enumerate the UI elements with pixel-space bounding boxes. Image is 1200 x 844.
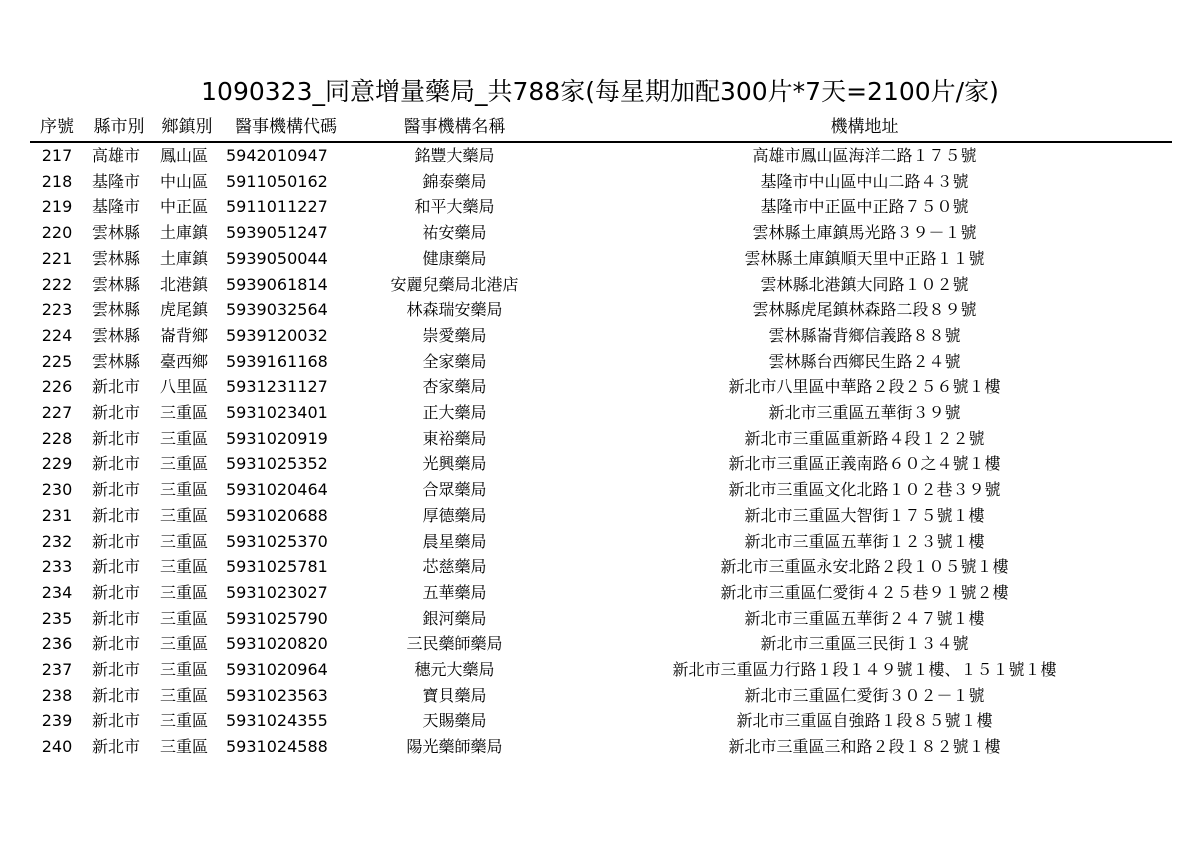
- cell-town: 三重區: [160, 531, 209, 551]
- cell-town: 三重區: [160, 608, 209, 628]
- cell-county: 新北市: [92, 428, 141, 448]
- cell-name: 安麗兒藥局北港店: [390, 274, 519, 294]
- cell-address: 基隆市中正區中正路７５０號: [760, 197, 969, 217]
- cell-no: 230: [41, 480, 73, 500]
- cell-name: 祐安藥局: [422, 223, 487, 243]
- cell-code: 5931020820: [226, 634, 328, 654]
- cell-town: 三重區: [160, 428, 209, 448]
- cell-name: 和平大藥局: [414, 197, 495, 217]
- cell-county: 新北市: [92, 608, 141, 628]
- page-title: 1090323_同意增量藥局_共788家(每星期加配300片*7天=2100片/家): [201, 77, 999, 106]
- cell-county: 新北市: [92, 557, 141, 577]
- table-header: [30, 113, 1172, 142]
- cell-address: 新北市三重區力行路１段１４９號１樓、１５１號１樓: [672, 660, 1057, 680]
- cell-name: 崇愛藥局: [422, 325, 487, 345]
- pharmacy-table: [30, 113, 1172, 760]
- table-row: [30, 477, 1172, 503]
- cell-no: 225: [41, 351, 73, 371]
- cell-no: 217: [41, 146, 73, 165]
- table-row: [30, 683, 1172, 709]
- cell-name: 晨星藥局: [422, 531, 487, 551]
- cell-county: 新北市: [92, 582, 141, 602]
- cell-address: 雲林縣虎尾鎮林森路二段８９號: [752, 300, 977, 320]
- cell-county: 雲林縣: [92, 300, 141, 320]
- cell-name: 全家藥局: [422, 351, 487, 371]
- cell-town: 三重區: [160, 454, 209, 474]
- cell-name: 三民藥師藥局: [406, 634, 503, 654]
- cell-no: 236: [41, 634, 73, 654]
- cell-code: 5939050044: [226, 248, 328, 268]
- cell-county: 新北市: [92, 377, 141, 397]
- cell-no: 224: [41, 325, 73, 345]
- table-row: [30, 631, 1172, 657]
- cell-name: 杏家藥局: [422, 377, 487, 397]
- cell-no: 220: [41, 223, 73, 243]
- cell-no: 239: [41, 711, 73, 731]
- cell-code: 5931024588: [226, 737, 328, 757]
- cell-no: 226: [41, 377, 73, 397]
- cell-no: 232: [41, 531, 73, 551]
- cell-code: 5931020464: [226, 480, 328, 500]
- cell-code: 5939161168: [226, 351, 328, 371]
- cell-code: 5931020964: [226, 660, 328, 680]
- cell-county: 新北市: [92, 505, 141, 525]
- header-no: 序號: [30, 113, 84, 142]
- cell-address: 新北市三重區三民街１３４號: [760, 634, 969, 654]
- cell-name: 厚德藥局: [422, 505, 487, 525]
- cell-county: 新北市: [92, 531, 141, 551]
- cell-no: 222: [41, 274, 73, 294]
- cell-no: 228: [41, 428, 73, 448]
- table-row: [30, 657, 1172, 683]
- header-county: 縣市別: [84, 113, 154, 142]
- cell-county: 雲林縣: [92, 274, 141, 294]
- cell-address: 雲林縣台西鄉民生路２４號: [768, 351, 961, 371]
- cell-code: 5931025790: [226, 608, 328, 628]
- cell-name: 五華藥局: [422, 582, 487, 602]
- table-row: [30, 606, 1172, 632]
- cell-code: 5931023027: [226, 582, 328, 602]
- cell-county: 新北市: [92, 660, 141, 680]
- header-row: [30, 113, 1172, 142]
- cell-county: 新北市: [92, 480, 141, 500]
- cell-code: 5931023563: [226, 685, 328, 705]
- table-row: [30, 529, 1172, 555]
- cell-town: 三重區: [160, 403, 209, 423]
- cell-address: 新北市三重區永安北路２段１０５號１樓: [720, 557, 1009, 577]
- cell-no: 238: [41, 685, 73, 705]
- cell-county: 新北市: [92, 711, 141, 731]
- cell-code: 5911050162: [226, 171, 328, 191]
- cell-address: 新北市三重區自強路１段８５號１樓: [736, 711, 993, 731]
- cell-county: 基隆市: [92, 197, 141, 217]
- cell-no: 237: [41, 660, 73, 680]
- cell-code: 5931025352: [226, 454, 328, 474]
- cell-town: 崙背鄉: [160, 325, 209, 345]
- table-body: [30, 142, 1172, 760]
- cell-town: 八里區: [160, 377, 209, 397]
- cell-address: 新北市三重區重新路４段１２２號: [744, 428, 985, 448]
- cell-address: 新北市三重區五華街３９號: [768, 403, 961, 423]
- cell-address: 基隆市中山區中山二路４３號: [760, 171, 969, 191]
- cell-name: 正大藥局: [422, 403, 487, 423]
- cell-town: 土庫鎮: [160, 248, 209, 268]
- cell-code: 5931023401: [226, 403, 328, 423]
- cell-code: 5931020919: [226, 428, 328, 448]
- cell-code: 5939061814: [226, 274, 328, 294]
- cell-county: 雲林縣: [92, 351, 141, 371]
- cell-name: 東裕藥局: [422, 428, 487, 448]
- cell-name: 穗元大藥局: [414, 660, 495, 680]
- table-row: [30, 297, 1172, 323]
- cell-no: 240: [41, 737, 73, 757]
- cell-name: 錦泰藥局: [422, 171, 487, 191]
- cell-address: 雲林縣土庫鎮順天里中正路１１號: [744, 248, 985, 268]
- cell-address: 雲林縣北港鎮大同路１０２號: [760, 274, 969, 294]
- cell-no: 233: [41, 557, 73, 577]
- cell-name: 林森瑞安藥局: [406, 300, 503, 320]
- cell-address: 新北市三重區五華街２４７號１樓: [744, 608, 985, 628]
- cell-address: 新北市三重區文化北路１０２巷３９號: [728, 480, 1001, 500]
- cell-name: 銘豐大藥局: [414, 146, 495, 165]
- cell-code: 5931024355: [226, 711, 328, 731]
- cell-town: 北港鎮: [160, 274, 209, 294]
- cell-town: 三重區: [160, 480, 209, 500]
- header-name: 醫事機構名稱: [352, 113, 557, 142]
- cell-name: 天賜藥局: [422, 711, 487, 731]
- table-row: [30, 220, 1172, 246]
- cell-name: 陽光藥師藥局: [406, 737, 503, 757]
- table-row: [30, 272, 1172, 298]
- cell-county: 新北市: [92, 634, 141, 654]
- cell-town: 三重區: [160, 685, 209, 705]
- cell-name: 合眾藥局: [422, 480, 487, 500]
- cell-town: 三重區: [160, 505, 209, 525]
- cell-code: 5939032564: [226, 300, 328, 320]
- table-row: [30, 451, 1172, 477]
- cell-no: 229: [41, 454, 73, 474]
- header-town: 鄉鎮別: [154, 113, 220, 142]
- cell-name: 寶貝藥局: [422, 685, 487, 705]
- cell-no: 218: [41, 171, 73, 191]
- table-row: [30, 349, 1172, 375]
- cell-county: 新北市: [92, 737, 141, 757]
- cell-name: 光興藥局: [422, 454, 487, 474]
- cell-address: 雲林縣土庫鎮馬光路３９－１號: [752, 223, 977, 243]
- table-row: [30, 400, 1172, 426]
- table-row: [30, 734, 1172, 760]
- cell-no: 231: [41, 505, 73, 525]
- cell-county: 高雄市: [92, 146, 141, 165]
- cell-county: 新北市: [92, 403, 141, 423]
- cell-address: 雲林縣崙背鄉信義路８８號: [768, 325, 961, 345]
- table-row: [30, 194, 1172, 220]
- cell-address: 新北市三重區正義南路６０之４號１樓: [728, 454, 1001, 474]
- cell-town: 三重區: [160, 660, 209, 680]
- cell-no: 235: [41, 608, 73, 628]
- cell-name: 健康藥局: [422, 248, 487, 268]
- cell-code: 5939120032: [226, 325, 328, 345]
- cell-code: 5939051247: [226, 223, 328, 243]
- cell-address: 高雄市鳳山區海洋二路１７５號: [752, 146, 977, 165]
- cell-town: 三重區: [160, 582, 209, 602]
- cell-town: 鳳山區: [160, 146, 209, 165]
- cell-code: 5931025781: [226, 557, 328, 577]
- cell-town: 中正區: [160, 197, 209, 217]
- cell-county: 新北市: [92, 454, 141, 474]
- cell-town: 三重區: [160, 737, 209, 757]
- cell-town: 虎尾鎮: [160, 300, 209, 320]
- table-row: [30, 246, 1172, 272]
- cell-code: 5911011227: [226, 197, 328, 217]
- cell-county: 雲林縣: [92, 248, 141, 268]
- table-row: [30, 503, 1172, 529]
- cell-name: 銀河藥局: [422, 608, 487, 628]
- table-row: [30, 708, 1172, 734]
- header-address: 機構地址: [557, 113, 1172, 142]
- cell-town: 臺西鄉: [160, 351, 209, 371]
- table-row: [30, 554, 1172, 580]
- cell-code: 5931025370: [226, 531, 328, 551]
- cell-county: 雲林縣: [92, 325, 141, 345]
- cell-address: 新北市三重區仁愛街３０２－１號: [744, 685, 985, 705]
- cell-no: 227: [41, 403, 73, 423]
- cell-town: 三重區: [160, 634, 209, 654]
- cell-county: 新北市: [92, 685, 141, 705]
- table-row: [30, 580, 1172, 606]
- cell-address: 新北市三重區大智街１７５號１樓: [744, 505, 985, 525]
- cell-no: 234: [41, 582, 73, 602]
- cell-county: 雲林縣: [92, 223, 141, 243]
- cell-code: 5931020688: [226, 505, 328, 525]
- cell-address: 新北市三重區仁愛街４２５巷９１號２樓: [720, 582, 1009, 602]
- cell-no: 219: [41, 197, 73, 217]
- cell-town: 土庫鎮: [160, 223, 209, 243]
- cell-address: 新北市八里區中華路２段２５６號１樓: [728, 377, 1001, 397]
- table-row: [30, 323, 1172, 349]
- cell-name: 芯慈藥局: [422, 557, 487, 577]
- table-row: [30, 426, 1172, 452]
- cell-no: 223: [41, 300, 73, 320]
- cell-town: 三重區: [160, 557, 209, 577]
- cell-address: 新北市三重區五華街１２３號１樓: [744, 531, 985, 551]
- cell-town: 中山區: [160, 171, 209, 191]
- header-code: 醫事機構代碼: [220, 113, 352, 142]
- cell-code: 5931231127: [226, 377, 328, 397]
- table-row: [30, 169, 1172, 195]
- cell-county: 基隆市: [92, 171, 141, 191]
- cell-town: 三重區: [160, 711, 209, 731]
- table-row: [30, 142, 1172, 169]
- table-row: [30, 374, 1172, 400]
- cell-code: 5942010947: [226, 146, 328, 165]
- cell-address: 新北市三重區三和路２段１８２號１樓: [728, 737, 1001, 757]
- cell-no: 221: [41, 248, 73, 268]
